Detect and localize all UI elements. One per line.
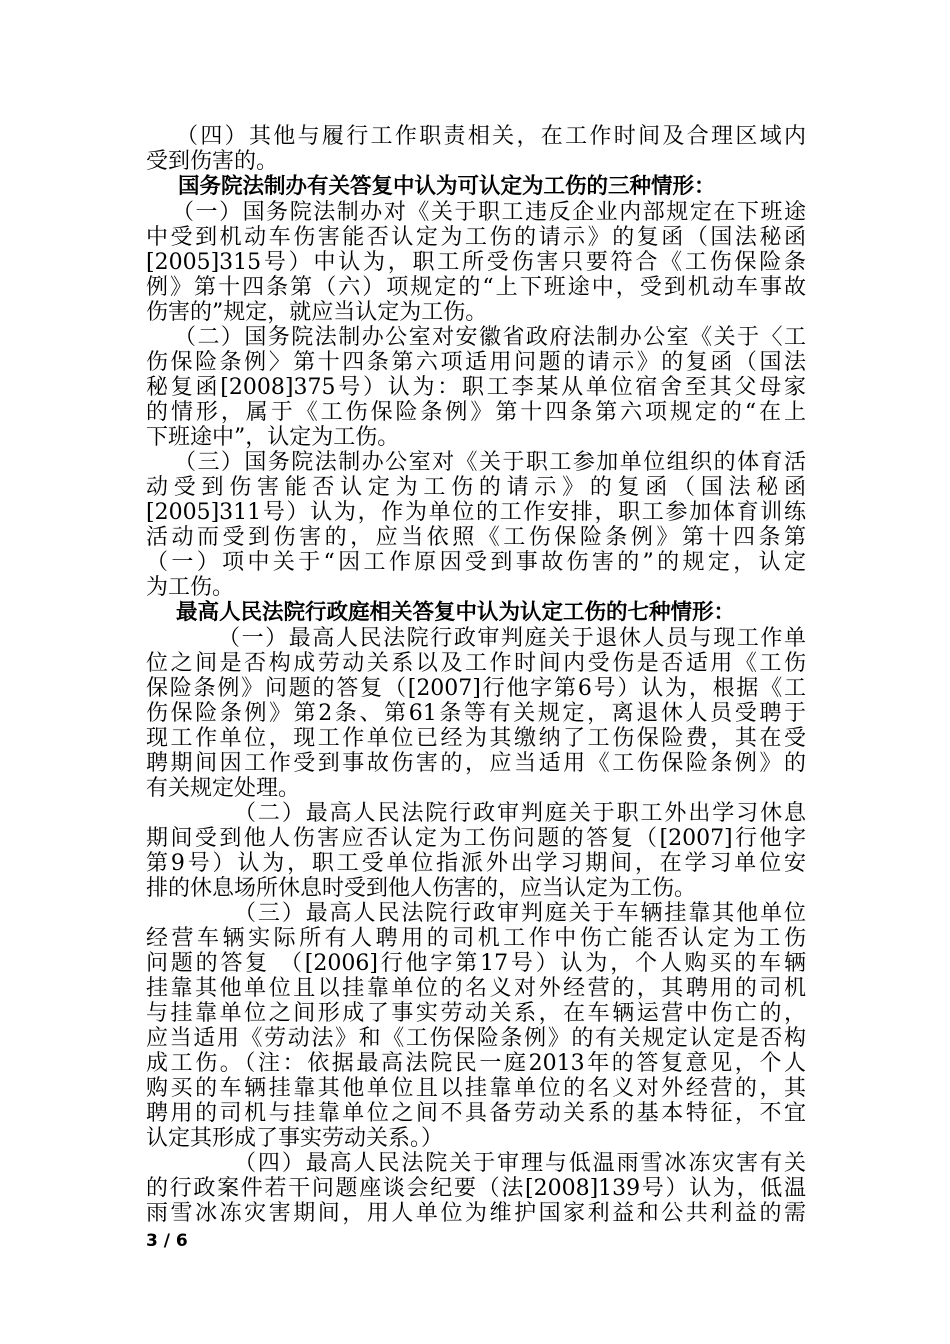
text-line: 中受到机动车伤害能否认定为工伤的请示》的复函（国法秘函 xyxy=(146,225,806,250)
text-line: （一）项中关于“因工作原因受到事故伤害的”的规定，认定 xyxy=(146,550,806,575)
text-line: 的情形，属于《工伤保险条例》第十四条第六项规定的“在上 xyxy=(146,400,806,425)
text-line: 受到伤害的。 xyxy=(146,149,279,174)
document-body xyxy=(146,124,806,1226)
text-line: 伤保险条例》第2条、第61条等有关规定，离退休人员受聘于 xyxy=(146,701,806,726)
section-heading: 最高人民法院行政庭相关答复中认为认定工伤的七种情形： xyxy=(176,600,736,625)
text-line: 经营车辆实际所有人聘用的司机工作中伤亡能否认定为工伤 xyxy=(146,926,806,951)
text-line: 聘用的司机与挂靠单位之间不具备劳动关系的基本特征，不宜 xyxy=(146,1101,806,1126)
text-line: 应当适用《劳动法》和《工伤保险条例》的有关规定认定是否构 xyxy=(146,1026,806,1051)
text-line: [2005]315号）中认为，职工所受伤害只要符合《工伤保险条 xyxy=(146,250,806,275)
text-line: 排的休息场所休息时受到他人伤害的，应当认定为工伤。 xyxy=(146,876,697,901)
text-line: 问题的答复 （[2006]行他字第17号）认为，个人购买的车辆 xyxy=(146,951,806,976)
text-line: （一）最高人民法院行政审判庭关于退休人员与现工作单 xyxy=(218,626,806,651)
text-line: 伤害的”规定，就应当认定为工伤。 xyxy=(146,300,488,325)
text-line: 的行政案件若干问题座谈会纪要（法[2008]139号）认为，低温 xyxy=(146,1176,806,1201)
text-line: 第9号）认为，职工受单位指派外出学习期间，在学习单位安 xyxy=(146,851,806,876)
text-line: （三）最高人民法院行政审判庭关于车辆挂靠其他单位 xyxy=(234,901,806,926)
text-line: 与挂靠单位之间形成了事实劳动关系，在车辆运营中伤亡的， xyxy=(146,1001,806,1026)
text-line: （三）国务院法制办公室对《关于职工参加单位组织的体育活 xyxy=(174,450,806,475)
text-line: 有关规定处理。 xyxy=(146,776,301,801)
text-line: （四）最高人民法院关于审理与低温雨雪冰冻灾害有关 xyxy=(234,1151,806,1176)
text-line: 伤保险条例〉第十四条第六项适用问题的请示》的复函（国法 xyxy=(146,350,806,375)
text-line: 位之间是否构成劳动关系以及工作时间内受伤是否适用《工伤 xyxy=(146,651,806,676)
text-line: 雨雪冰冻灾害期间，用人单位为维护国家利益和公共利益的需 xyxy=(146,1201,806,1226)
text-line: 成工伤。（注：依据最高法院民一庭2013年的答复意见，个人 xyxy=(146,1051,806,1076)
text-line: 例》第十四条第（六）项规定的“上下班途中，受到机动车事故 xyxy=(146,275,806,300)
text-line: 保险条例》问题的答复（[2007]行他字第6号）认为，根据《工 xyxy=(146,676,806,701)
page-number: 3 / 6 xyxy=(146,1231,188,1251)
text-line: 现工作单位，现工作单位已经为其缴纳了工伤保险费，其在受 xyxy=(146,726,806,751)
section-heading: 国务院法制办有关答复中认为可认定为工伤的三种情形： xyxy=(178,174,716,199)
text-line: 秘复函[2008]375号）认为：职工李某从单位宿舍至其父母家 xyxy=(146,375,806,400)
text-line: 聘期间因工作受到事故伤害的，应当适用《工伤保险条例》的 xyxy=(146,751,806,776)
text-line: 活动而受到伤害的，应当依照《工伤保险条例》第十四条第 xyxy=(146,525,806,550)
text-line: 挂靠其他单位且以挂靠单位的名义对外经营的，其聘用的司机 xyxy=(146,976,806,1001)
text-line: （四）其他与履行工作职责相关，在工作时间及合理区域内 xyxy=(176,124,806,149)
text-line: 下班途中”，认定为工伤。 xyxy=(146,425,400,450)
text-line: 动受到伤害能否认定为工伤的请示》的复函（国法秘函 xyxy=(146,475,806,500)
text-line: （二）国务院法制办公室对安徽省政府法制办公室《关于〈工 xyxy=(174,325,806,350)
text-line: 期间受到他人伤害应否认定为工伤问题的答复（[2007]行他字 xyxy=(146,826,806,851)
text-line: 认定其形成了事实劳动关系。） xyxy=(146,1126,444,1151)
text-line: [2005]311号）认为，作为单位的工作安排，职工参加体育训练 xyxy=(146,500,806,525)
text-line: 购买的车辆挂靠其他单位且以挂靠单位的名义对外经营的，其 xyxy=(146,1076,806,1101)
text-line: （一）国务院法制办对《关于职工违反企业内部规定在下班途 xyxy=(172,200,806,225)
text-line: （二）最高人民法院行政审判庭关于职工外出学习休息 xyxy=(234,801,806,826)
text-line: 为工伤。 xyxy=(146,575,235,600)
